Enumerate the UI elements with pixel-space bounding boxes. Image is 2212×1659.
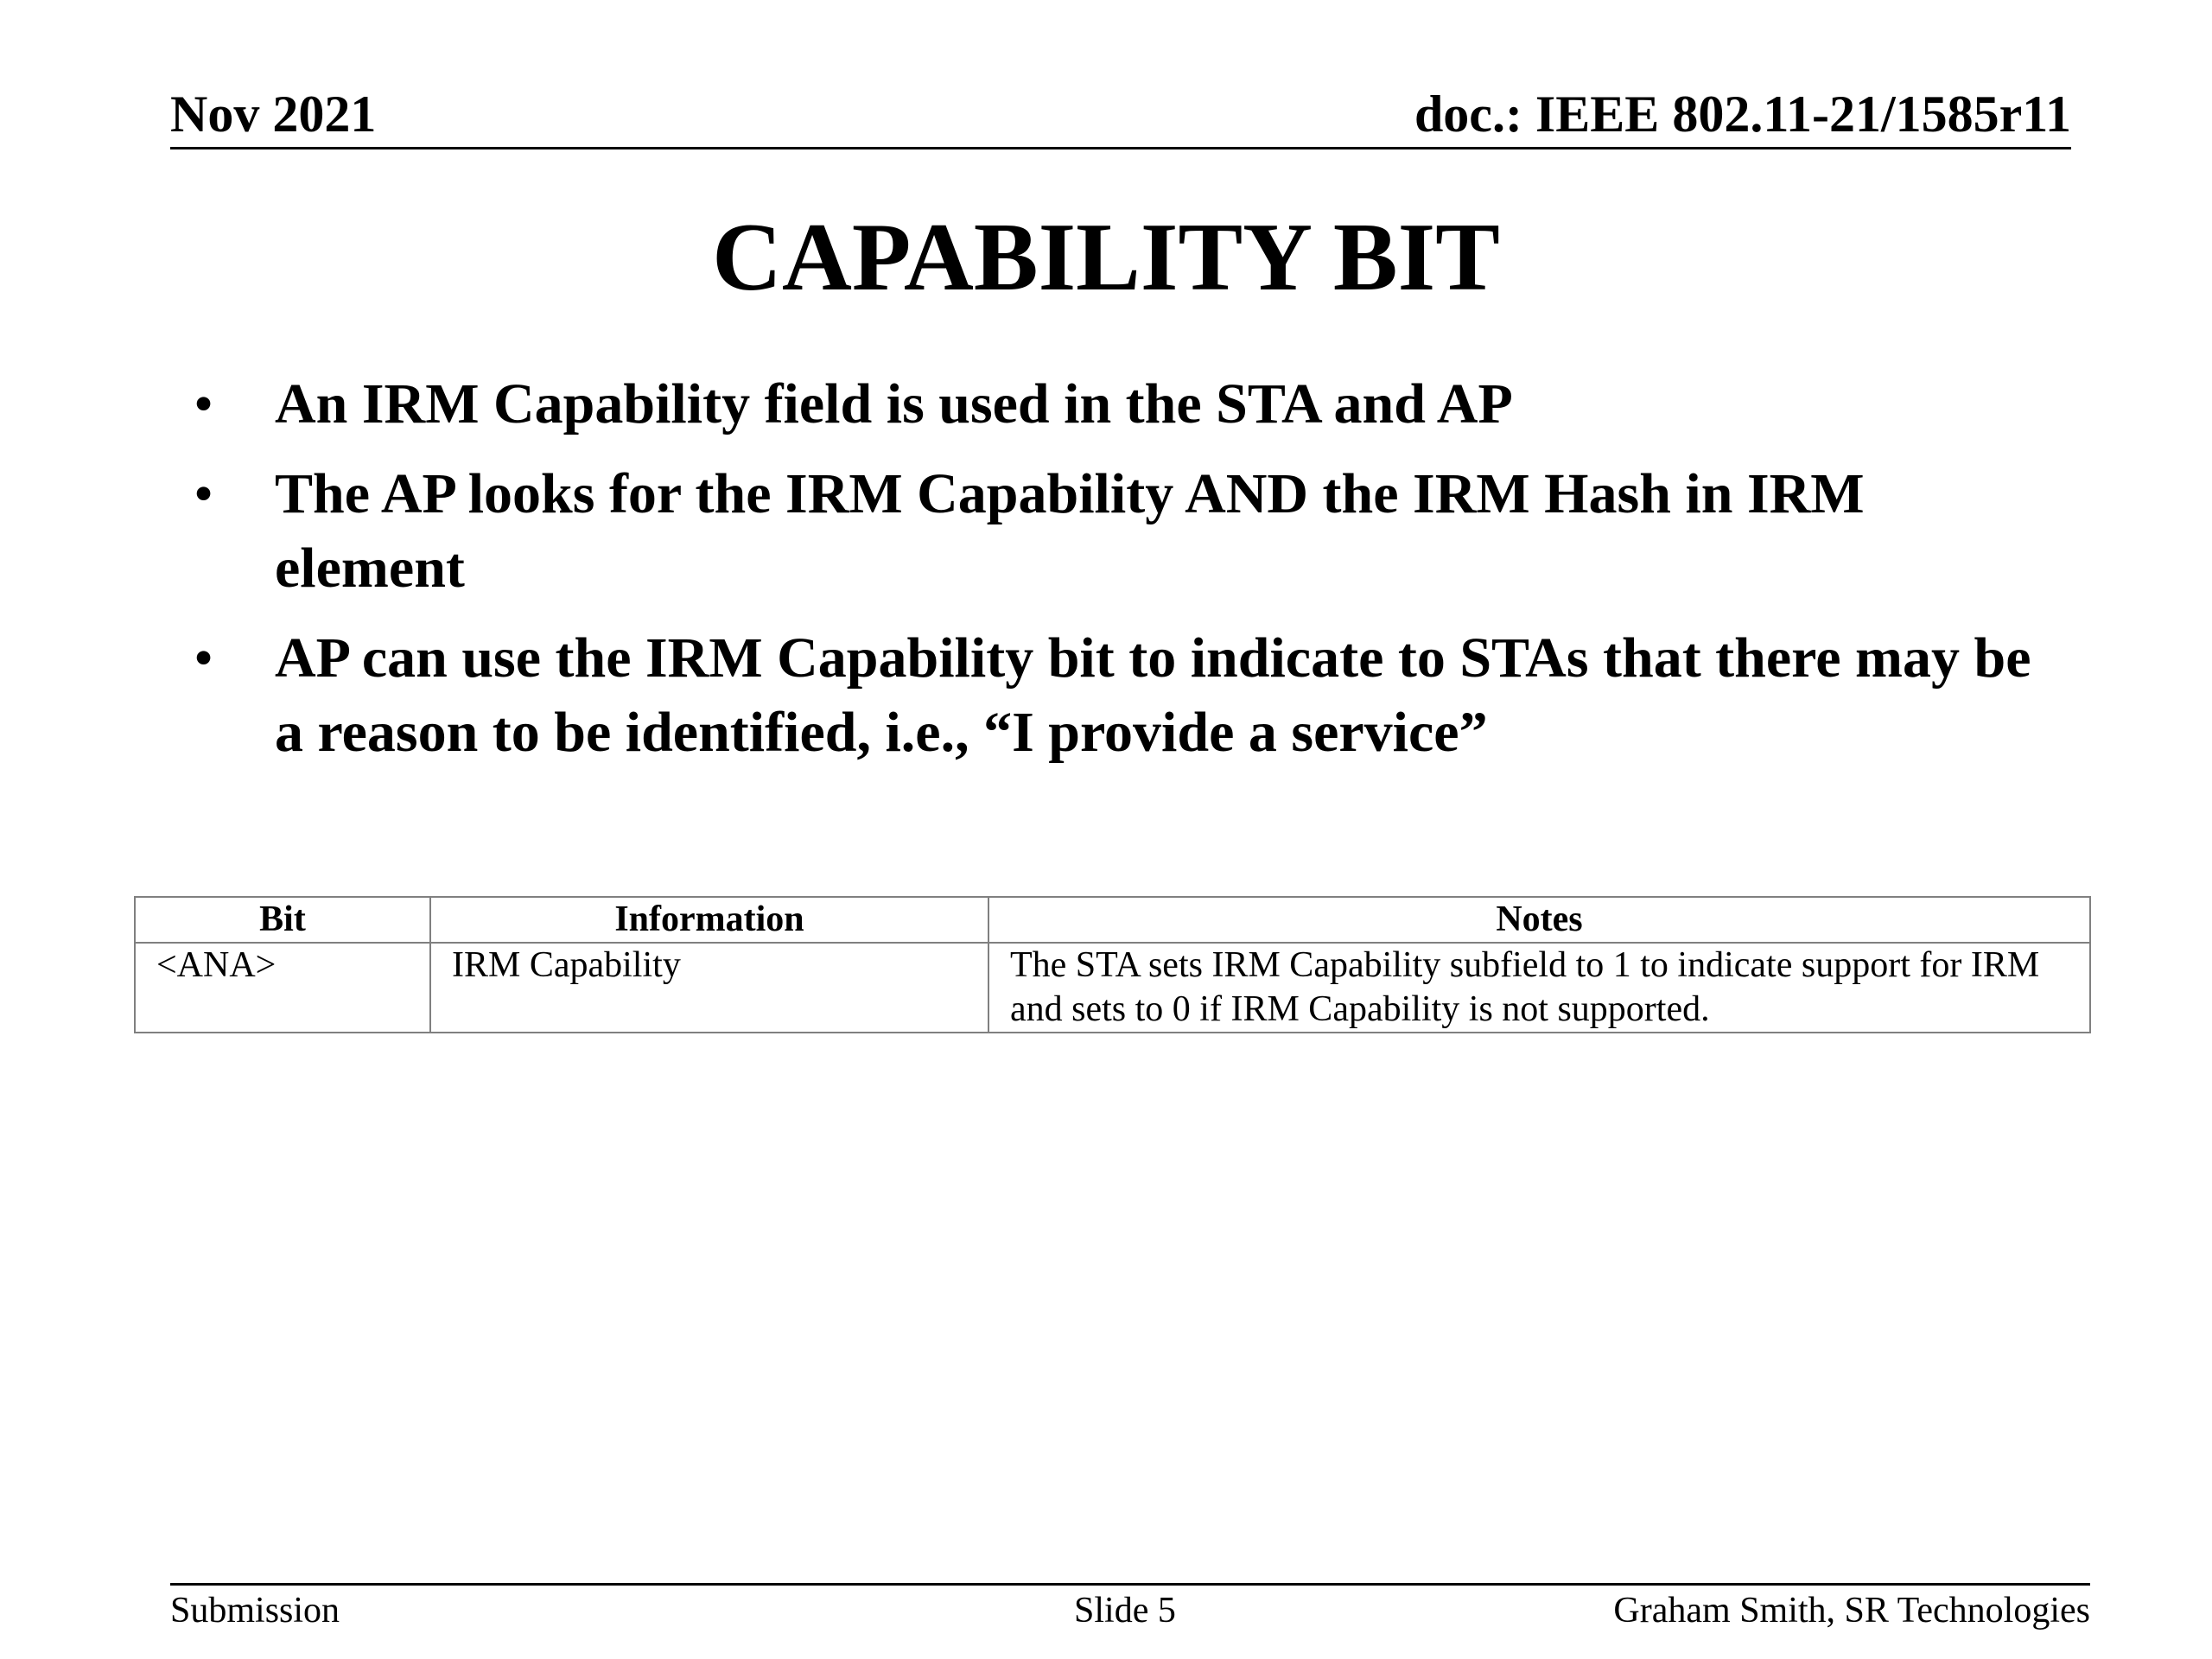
- footer-slide-number: Slide 5: [1074, 1591, 1176, 1630]
- bullet-text: AP can use the IRM Capability bit to indicate to STAs that there may be a reason to be identified, i.e., “I provide a service”: [275, 626, 2031, 764]
- column-header-bit: Bit: [135, 897, 430, 943]
- table-header-row: [135, 897, 2090, 943]
- bullet-dot-icon: •: [194, 626, 214, 690]
- bullet-list: [181, 367, 2065, 785]
- bullet-dot-icon: •: [194, 462, 214, 525]
- slide-title: CAPABILITY BIT: [712, 204, 1500, 311]
- bullet-text: An IRM Capability field is used in the STA and AP: [275, 372, 1513, 435]
- table-row: [135, 943, 2090, 1033]
- bullet-item: [181, 367, 2065, 442]
- cell-bit: <ANA>: [135, 943, 430, 1033]
- footer-author: Graham Smith, SR Technologies: [1613, 1591, 2090, 1630]
- cell-information: IRM Capability: [430, 943, 988, 1033]
- slide-header: [170, 81, 2071, 149]
- capability-table: [134, 896, 2091, 1033]
- column-header-information: Information: [430, 897, 988, 943]
- footer-submission: Submission: [170, 1591, 340, 1630]
- bullet-text: The AP looks for the IRM Capability AND the IRM Hash in IRM element: [275, 462, 1865, 600]
- bullet-item: [181, 621, 2065, 770]
- header-doc-id: doc.: IEEE 802.11-21/1585r11: [1414, 86, 2071, 143]
- bullet-item: [181, 457, 2065, 606]
- column-header-notes: Notes: [988, 897, 2090, 943]
- slide-footer: [170, 1583, 2090, 1637]
- bullet-dot-icon: •: [194, 372, 214, 435]
- header-date: Nov 2021: [170, 86, 377, 143]
- cell-notes: The STA sets IRM Capability subfield to 1 to indicate support for IRM and sets to 0 if IRM Capability is not supported.: [988, 943, 2090, 1033]
